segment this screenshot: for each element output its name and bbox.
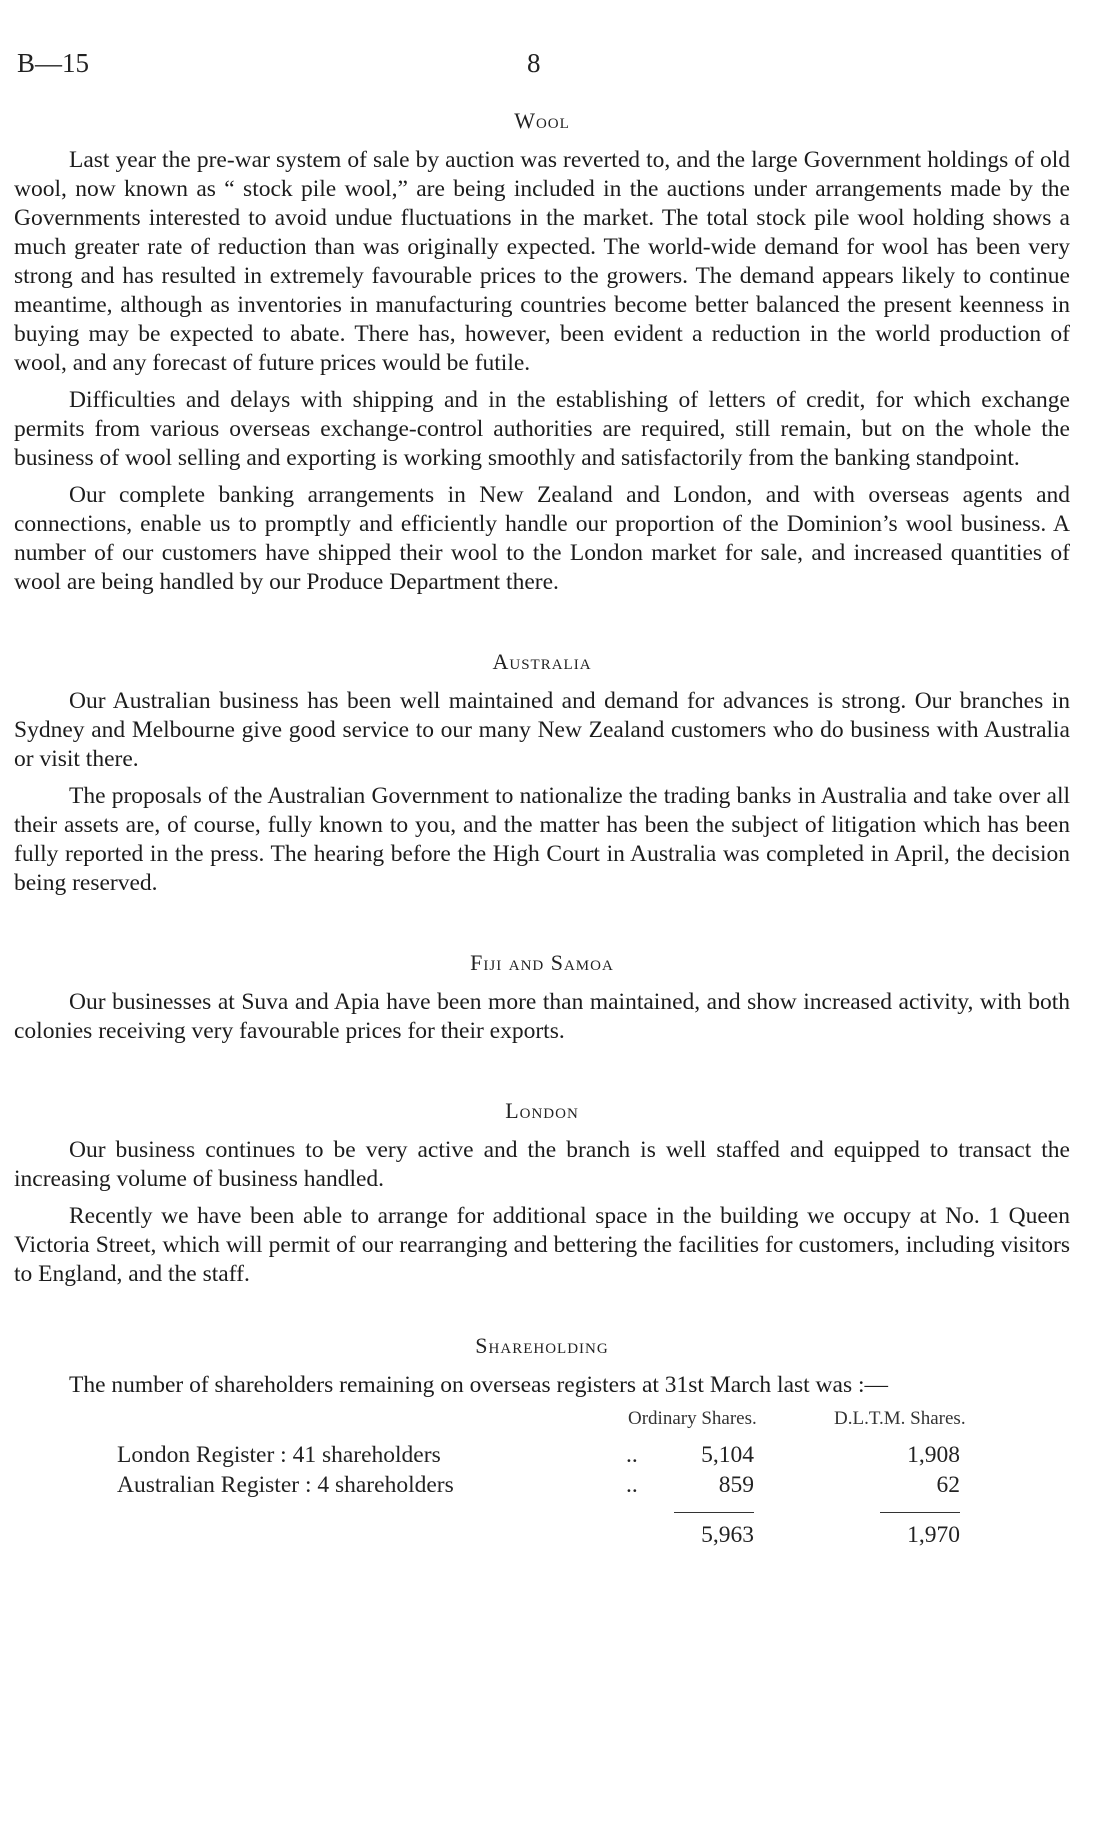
column-header-dltm: D.L.T.M. Shares. xyxy=(834,1408,966,1429)
shares-table xyxy=(14,1408,1070,1578)
table-row xyxy=(14,1442,1070,1472)
register-label: Australian Register : 4 shareholders xyxy=(117,1472,454,1498)
section-heading: Wool xyxy=(514,108,570,133)
paragraph: Our businesses at Suva and Apia have been more than maintained, and show increased activity, with both colonies receiving very favourable prices for their exports. xyxy=(14,989,1070,1044)
ordinary-shares-total: 5,963 xyxy=(701,1522,754,1548)
total-rule xyxy=(880,1512,960,1513)
dltm-shares-value: 62 xyxy=(936,1472,960,1498)
page-reference: B—15 xyxy=(17,48,90,78)
page-content xyxy=(14,108,1070,1578)
ordinary-shares-value: 859 xyxy=(718,1472,754,1498)
section-london xyxy=(14,1098,1070,1289)
total-rule xyxy=(674,1512,754,1513)
leader-dots: .. xyxy=(626,1442,638,1468)
section-heading: Shareholding xyxy=(475,1333,609,1358)
section-shareholding xyxy=(14,1333,1070,1578)
paragraph: Our Australian business has been well maintained and demand for advances is strong. Our branches in Sydney and Melbourne give good service to our many New Zealand customers who do business with Australia or visit there. xyxy=(14,688,1070,772)
dltm-shares-total: 1,970 xyxy=(907,1522,960,1548)
section-heading: London xyxy=(505,1098,579,1123)
table-row xyxy=(14,1472,1070,1502)
ordinary-shares-value: 5,104 xyxy=(701,1442,754,1468)
paragraph: Our business continues to be very active and the branch is well staffed and equipped to transact the increasing volume of business handled. xyxy=(14,1137,1070,1192)
page-number: 8 xyxy=(527,48,541,78)
section-fiji-samoa xyxy=(14,950,1070,1046)
paragraph: Recently we have been able to arrange for additional space in the building we occupy at No. 1 Queen Victoria Street, which will permit of our rearranging and bettering the facilities for customers, including visitors to England, and the staff. xyxy=(14,1203,1070,1287)
register-label: London Register : 41 shareholders xyxy=(117,1442,441,1468)
section-wool xyxy=(14,108,1070,597)
section-australia xyxy=(14,649,1070,898)
dltm-shares-value: 1,908 xyxy=(907,1442,960,1468)
leader-dots: .. xyxy=(626,1472,638,1498)
paragraph: Our complete banking arrangements in New Zealand and London, and with overseas agents and connections, enable us to promptly and efficiently handle our proportion of the Dominion’s wool business. A number of our customers have shipped their wool to the London market for sale, and increased quantities of wool are being handled by our Produce Department there. xyxy=(14,482,1070,595)
section-heading: Fiji and Samoa xyxy=(470,950,614,975)
paragraph: Last year the pre-war system of sale by auction was reverted to, and the large Government holdings of old wool, now known as “ stock pile wool,” are being included in the auctions under arrangements made by the Governments interested to avoid undue fluctuations in the market. The total stock pile wool holding shows a much greater rate of reduction than was originally expected. The world-wide demand for wool has been very strong and has resulted in extremely favourable prices to the growers. The demand appears likely to continue meantime, although as inventories in manufacturing countries become better balanced the present keenness in buying may be expected to abate. There has, however, been evident a reduction in the world production of wool, and any forecast of future prices would be futile. xyxy=(14,147,1070,376)
column-header-ordinary: Ordinary Shares. xyxy=(628,1408,757,1429)
section-heading: Australia xyxy=(492,649,592,674)
paragraph: Difficulties and delays with shipping and in the establishing of letters of credit, for which exchange permits from various overseas exchange-control authorities are required, still remain, but on the whole the business of wool selling and exporting is working smoothly and satisfactorily from the banking standpoint. xyxy=(14,387,1070,471)
paragraph: The number of shareholders remaining on overseas registers at 31st March last was :— xyxy=(69,1372,889,1398)
totals-row xyxy=(14,1522,1070,1552)
paragraph: The proposals of the Australian Government to nationalize the trading banks in Australia and take over all their assets are, of course, fully known to you, and the matter has been the subject of litigation which has been fully reported in the press. The hearing before the High Court in Australia was completed in April, the decision being reserved. xyxy=(14,783,1070,896)
